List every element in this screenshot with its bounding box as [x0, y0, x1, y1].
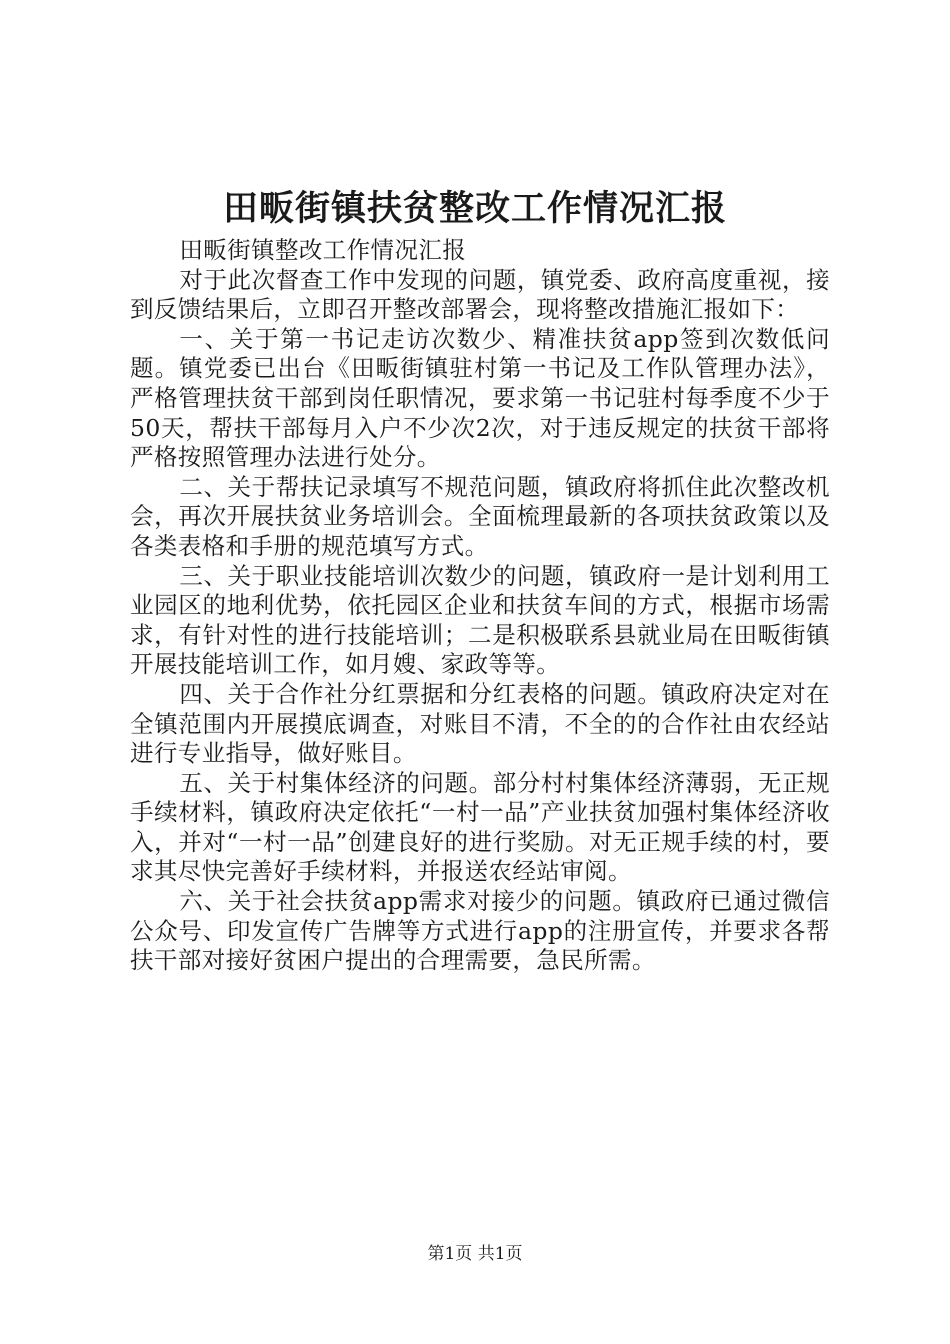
paragraph-item-6: 六、关于社会扶贫app需求对接少的问题。镇政府已通过微信公众号、印发宣传广告牌等方式进行app的注册宣传，并要求各帮扶干部对接好贫困户提出的合理需要，急民所需。	[130, 887, 830, 975]
page-footer: 第1页 共1页	[427, 1244, 523, 1264]
paragraph-item-4: 四、关于合作社分红票据和分红表格的问题。镇政府决定对在全镇范围内开展摸底调查，对账目不清，不全的的合作社由农经站进行专业指导，做好账目。	[130, 679, 830, 768]
paragraph-subtitle: 田畈街镇整改工作情况汇报	[179, 236, 467, 264]
paragraph-intro: 对于此次督查工作中发现的问题，镇党委、政府高度重视，接到反馈结果后，立即召开整改部署会，现将整改措施汇报如下：	[130, 265, 830, 324]
document-body	[130, 236, 830, 976]
paragraph-item-1: 一、关于第一书记走访次数少、精准扶贫app签到次数低问题。镇党委已出台《田畈街镇驻村第一书记及工作队管理办法》，严格管理扶贫干部到岗任职情况，要求第一书记驻村每季度不少于50天，帮扶干部每月入户不少次2次，对于违反规定的扶贫干部将严格按照管理办法进行处分。	[130, 324, 830, 472]
paragraph-item-2: 二、关于帮扶记录填写不规范问题，镇政府将抓住此次整改机会，再次开展扶贫业务培训会。全面梳理最新的各项扶贫政策以及各类表格和手册的规范填写方式。	[130, 472, 830, 560]
paragraph-item-3: 三、关于职业技能培训次数少的问题，镇政府一是计划利用工业园区的地利优势，依托园区企业和扶贫车间的方式，根据市场需求，有针对性的进行技能培训；二是积极联系县就业局在田畈街镇开展技能培训工作，如月嫂、家政等等。	[130, 561, 830, 679]
paragraph-item-5: 五、关于村集体经济的问题。部分村村集体经济薄弱，无正规手续材料，镇政府决定依托“一村一品”产业扶贫加强村集体经济收入，并对“一村一品”创建良好的进行奖励。对无正规手续的村，要求其尽快完善好手续材料，并报送农经站审阅。	[130, 768, 830, 886]
document-title: 田畈街镇扶贫整改工作情况汇报	[222, 188, 727, 229]
